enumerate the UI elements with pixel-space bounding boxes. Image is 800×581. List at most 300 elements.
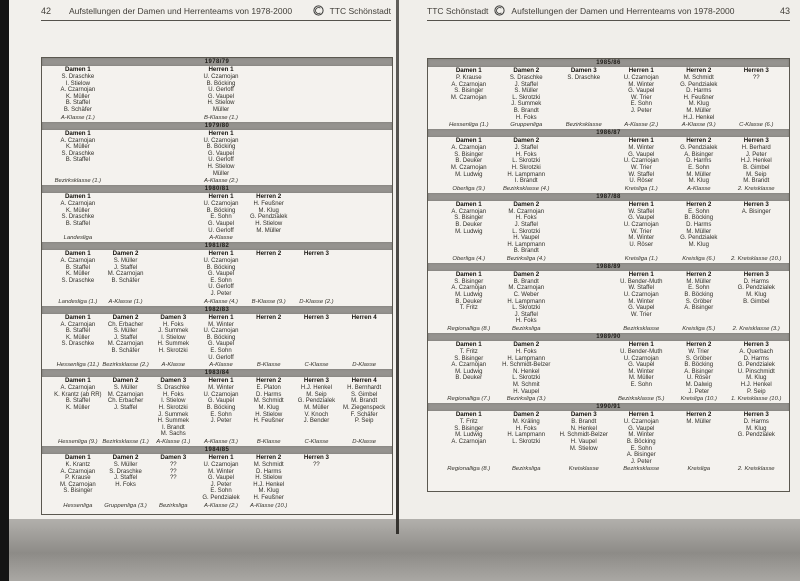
lineup-table-right: [427, 58, 790, 492]
league-label: A-Klasse (2.): [624, 122, 659, 129]
player-name: B. Brandt: [571, 419, 597, 426]
season-band: 1989/90: [428, 333, 789, 341]
player-name: Müller: [212, 170, 230, 177]
player-name: B. Deuker: [455, 375, 483, 382]
league-label: Hessenliga (1.): [448, 122, 489, 129]
team-column: [54, 130, 102, 186]
player-name: J. Bender: [303, 418, 330, 425]
player-name: B. Staffel: [65, 264, 90, 271]
team-header: Damen 3: [570, 67, 597, 74]
team-column: [245, 314, 293, 370]
player-name: A. Bisinger: [741, 208, 771, 215]
player-name: H. Lampmann: [507, 241, 546, 248]
player-name: B. Deuker: [455, 158, 483, 165]
season-section: [428, 67, 789, 129]
league-label: B-Klasse (1.): [203, 114, 239, 121]
team-column: [728, 137, 786, 193]
player-name: M. Müller: [256, 227, 282, 234]
team-column: [613, 67, 671, 129]
league-label: 2. Kreisklasse (3.): [732, 326, 780, 333]
player-name: U. Czarnojan: [203, 461, 239, 468]
player-name: M. Klug: [688, 178, 709, 185]
team-column: [498, 67, 556, 129]
player-name: P. Krause: [455, 75, 482, 81]
player-name: U. Gerloff: [208, 157, 234, 164]
club-name: TTC Schönstadt: [427, 5, 489, 16]
player-name: J. Peter: [688, 388, 710, 395]
team-header: Herren 3: [303, 377, 329, 385]
team-column: [670, 271, 728, 333]
league-label: Gruppenliga (3.): [104, 502, 147, 509]
player-name: S. Müller: [113, 385, 138, 392]
player-name: H. Stielow: [207, 100, 235, 107]
player-name: D. Harms: [686, 88, 712, 95]
player-name: F. Schäfer: [350, 411, 378, 418]
league-label: A-Klasse (1.): [108, 298, 143, 305]
player-name: D. Harms: [256, 468, 282, 475]
team-header: Damen 1: [64, 193, 91, 201]
player-name: E. Platon: [256, 385, 281, 392]
player-name: J. Summek: [511, 101, 542, 108]
lineup-table-left: [41, 57, 393, 515]
player-name: W. Staffel: [628, 171, 655, 178]
player-name: H. Stielow: [255, 220, 283, 227]
player-name: B. Böcking: [684, 292, 714, 299]
season-section: [42, 66, 392, 122]
team-column: [670, 411, 728, 473]
page-gutter: [396, 0, 399, 534]
player-name: M. Sachs: [160, 431, 186, 438]
player-name: G. Vaupel: [628, 425, 655, 432]
player-name: H. Lampmann: [507, 432, 546, 439]
season-band: 1983/84: [42, 369, 392, 377]
team-header: Herren 4: [351, 377, 377, 385]
player-name: S. Draschke: [61, 277, 95, 284]
team-column: [498, 137, 556, 193]
team-header: Damen 2: [112, 453, 139, 461]
player-name: G. Vaupel: [628, 305, 655, 312]
player-name: G. Vaupel: [207, 93, 235, 100]
player-name: E. Sohn: [210, 411, 232, 418]
player-name: M. Czarnojan: [508, 285, 545, 292]
team-column: [293, 314, 341, 370]
player-name: M. Seip: [306, 391, 327, 398]
player-name: S. Müller: [113, 461, 138, 468]
league-label: D-Klasse (2.): [299, 298, 334, 305]
player-name: M. Klug: [258, 488, 279, 495]
player-name: H.J. Henkel: [300, 385, 332, 392]
player-name: M. Ludwig: [455, 432, 483, 439]
team-header: Herren 1: [208, 313, 234, 321]
player-name: M. Winter: [628, 145, 655, 152]
player-name: M. Klug: [258, 405, 279, 411]
player-name: W. Trier: [630, 94, 652, 101]
team-header: Herren 1: [628, 341, 654, 349]
player-name: H. Schmidt-Belzer: [502, 362, 551, 369]
player-name: B. Böcking: [684, 215, 714, 222]
player-name: G. Vaupel: [207, 475, 235, 482]
player-name: G. Vaupel: [207, 341, 235, 348]
team-column: [498, 271, 556, 333]
league-label: Regionalliga (8.): [447, 466, 491, 473]
player-name: M. Klug: [258, 207, 279, 214]
player-name: A. Czarnojan: [60, 468, 96, 475]
player-name: N. Henkel: [570, 425, 597, 432]
team-header: Damen 1: [455, 270, 482, 278]
season-section: [42, 377, 392, 446]
team-header: Damen 2: [112, 250, 139, 258]
league-label: D-Klasse: [352, 362, 377, 369]
league-label: Kreisliga (6.): [682, 255, 716, 262]
season-band: 1987/88: [428, 193, 789, 201]
player-name: G. Vaupel: [628, 362, 655, 369]
player-name: A. Bisinger: [684, 151, 714, 158]
player-name: M. Müller: [686, 278, 712, 285]
player-name: U. Czarnojan: [203, 258, 239, 265]
player-name: H. Feußner: [253, 418, 284, 425]
team-header: Herren 2: [686, 270, 712, 278]
team-header: Herren 1: [628, 67, 654, 74]
league-label: Kreisliga (1.): [624, 255, 658, 262]
team-header: Herren 2: [256, 193, 282, 201]
player-name: U. Czarnojan: [203, 391, 239, 398]
player-name: H.J. Henkel: [683, 114, 715, 121]
team-column: [440, 201, 498, 263]
player-name: U. Czarnojan: [623, 419, 659, 426]
player-name: P. Seip: [746, 388, 766, 395]
player-name: A. Querbach: [739, 349, 774, 356]
player-name: G. Vaupel: [207, 271, 235, 278]
player-name: H. Foks: [515, 318, 537, 325]
player-name: H. Lampmann: [507, 355, 546, 362]
player-name: A. Czarnojan: [60, 201, 96, 208]
player-name: H.J. Henkel: [253, 481, 285, 488]
team-column: [102, 250, 150, 306]
player-name: H. Skrotzki: [158, 405, 188, 411]
player-name: H. Stielow: [255, 475, 283, 482]
player-name: S. Draschke: [61, 74, 95, 80]
player-name: H. Foks: [162, 321, 184, 328]
team-column: [555, 411, 613, 473]
league-label: Oberliga (4.): [452, 255, 486, 262]
team-header: Herren 2: [686, 67, 712, 74]
player-name: J. Staffel: [113, 334, 138, 341]
player-name: H. Lampmann: [507, 171, 546, 178]
player-name: D. Harms: [686, 221, 712, 228]
player-name: U. Gerloff: [208, 284, 234, 291]
player-name: B. Brandt: [513, 248, 539, 255]
player-name: M. Kräling: [512, 419, 540, 426]
player-name: Müller: [212, 106, 230, 113]
player-name: B. Böcking: [626, 438, 656, 445]
team-header: Herren 2: [256, 453, 282, 461]
player-name: B. Schäfer: [111, 348, 140, 355]
league-label: Regionalliga (8.): [447, 326, 491, 333]
league-label: Bezirksklasse (1.): [102, 438, 149, 445]
team-header: Herren 3: [743, 200, 769, 208]
player-name: T. Fritz: [459, 305, 478, 312]
player-name: H. Summek: [157, 418, 189, 425]
player-name: M. Müller: [686, 228, 712, 235]
team-header: Damen 1: [455, 341, 482, 349]
player-name: S. Bisinger: [454, 88, 484, 95]
team-column: [197, 314, 245, 370]
team-column: [245, 193, 293, 242]
player-name: D. Harms: [256, 391, 282, 398]
league-label: Hessenliga: [63, 502, 93, 509]
player-name: E. Sohn: [630, 101, 652, 108]
league-label: Bezirksliga: [159, 502, 188, 509]
player-name: E. Sohn: [630, 382, 652, 388]
team-column: [102, 314, 150, 370]
player-name: J. Staffel: [113, 264, 138, 271]
team-header: Herren 3: [743, 67, 769, 74]
page-right: [399, 0, 800, 519]
league-label: Bezirksklasse: [623, 326, 660, 333]
player-name: H. Vaupel: [570, 438, 597, 445]
player-name: B. Brandt: [513, 107, 539, 114]
player-name: H. Feußner: [683, 94, 714, 101]
league-label: A-Klasse (3.): [203, 438, 239, 445]
player-name: E. Sohn: [210, 277, 232, 284]
league-label: Kreisliga (1.): [624, 185, 658, 192]
player-name: M. Winter: [628, 298, 655, 305]
team-column: [293, 377, 341, 446]
team-header: Herren 3: [743, 341, 769, 349]
league-label: B-Klasse: [256, 362, 281, 369]
season-band: 1990/91: [428, 403, 789, 411]
team-column: [54, 377, 102, 446]
player-name: A. Czarnojan: [451, 81, 487, 88]
player-name: S. Draschke: [61, 150, 95, 157]
team-header: Damen 1: [64, 313, 91, 321]
player-name: J. Peter: [210, 291, 232, 298]
team-header: Herren 2: [256, 313, 282, 321]
player-name: J. Peter: [630, 107, 652, 114]
player-name: B. Schäfer: [111, 277, 140, 284]
league-label: A-Klasse: [209, 235, 233, 242]
league-label: A-Klasse (4.): [203, 298, 239, 305]
season-section: [42, 130, 392, 186]
league-label: C-Klasse (6.): [739, 122, 774, 129]
team-header: Damen 1: [64, 453, 91, 461]
player-name: M. Czarnojan: [107, 341, 144, 348]
player-name: J. Peter: [630, 458, 652, 465]
player-name: M. Winter: [628, 432, 655, 439]
player-name: H. Foks: [515, 114, 537, 121]
page-number: 43: [779, 5, 790, 16]
team-header: Herren 2: [256, 377, 282, 385]
league-label: Kreisliga: [687, 466, 711, 473]
player-name: H. Foks: [115, 481, 136, 488]
player-name: B. Böcking: [206, 144, 236, 151]
team-column: [197, 193, 245, 242]
player-name: U. Bender-Muth: [620, 278, 663, 285]
league-label: Oberliga (9.): [452, 185, 486, 192]
page-header-right: [427, 5, 790, 21]
player-name: A. Czarnojan: [60, 385, 96, 392]
player-name: M. Winter: [208, 468, 234, 475]
player-name: L. Skrotzki: [512, 438, 541, 445]
player-name: E. Sohn: [630, 445, 652, 452]
player-name: A. Bisinger: [684, 368, 714, 375]
player-name: S. Draschke: [156, 385, 190, 392]
league-label: A-Klasse (1.): [60, 114, 95, 121]
player-name: M. Schmidt: [253, 398, 284, 405]
player-name: A. Czarnojan: [451, 145, 487, 152]
player-name: J. Summek: [158, 411, 189, 418]
page-title: Aufstellungen der Damen und Herrenteams von 1978-2000: [69, 5, 293, 16]
player-name: U. Czarnojan: [203, 328, 239, 335]
player-name: B. Böcking: [206, 405, 236, 411]
player-name: I. Stielow: [65, 80, 91, 87]
player-name: B. Staffel: [65, 100, 90, 107]
player-name: I. Stielow: [161, 398, 186, 405]
player-name: H. Vaupel: [513, 235, 540, 242]
team-header: Damen 1: [64, 66, 91, 73]
player-name: B. Brandt: [513, 278, 539, 285]
player-name: M. Winter: [208, 385, 234, 392]
player-name: B. Staffel: [65, 157, 90, 164]
player-name: Ch. Erbacher: [107, 398, 144, 405]
player-name: A. Czarnojan: [60, 321, 96, 328]
season-section: [42, 454, 392, 510]
league-label: Bezirksliga (4.): [506, 255, 546, 262]
player-name: B. Gimbel: [743, 164, 770, 171]
team-column: [54, 66, 102, 122]
player-name: H. Skrotzki: [158, 348, 188, 355]
player-name: G. Vaupel: [628, 151, 655, 158]
player-name: J. Staffel: [514, 81, 538, 88]
player-name: W. Trier: [630, 164, 652, 171]
season-section: [42, 193, 392, 242]
team-header: Herren 3: [303, 453, 329, 461]
league-label: Gruppenliga: [510, 122, 543, 129]
team-header: Herren 2: [256, 250, 282, 258]
league-label: B-Klasse: [256, 438, 281, 445]
season-section: [42, 314, 392, 370]
player-name: S. Bisinger: [454, 425, 484, 432]
player-name: H. Stielow: [207, 163, 235, 170]
team-column: [54, 314, 102, 370]
season-band: 1984/85: [42, 446, 392, 454]
player-name: U. Czarnojan: [203, 201, 239, 208]
player-name: H. Feußner: [253, 201, 284, 208]
team-header: Herren 2: [686, 341, 712, 349]
player-name: D. Harms: [743, 278, 769, 285]
player-name: M. Czarnojan: [107, 391, 144, 398]
league-label: B-Klasse (9.): [251, 298, 286, 305]
team-column: [149, 314, 197, 370]
team-header: Damen 2: [513, 67, 540, 74]
player-name: M. Winter: [208, 321, 234, 328]
league-label: Landesliga (1.): [58, 298, 98, 305]
player-name: B. Böcking: [206, 334, 236, 341]
player-name: B. Staffel: [65, 328, 90, 335]
team-header: Herren 1: [208, 377, 234, 385]
player-name: S. Draschke: [567, 75, 601, 81]
league-label: Kreisliga (10.): [680, 396, 717, 403]
player-name: U. Czarnojan: [203, 74, 239, 80]
player-name: U. Czarnojan: [623, 292, 659, 299]
player-name: S. Gröber: [685, 355, 712, 362]
league-label: Landesliga: [63, 235, 93, 242]
team-header: Herren 1: [628, 411, 654, 419]
league-label: A-Klasse (1.): [156, 438, 191, 445]
player-name: V. Knoch: [304, 411, 329, 418]
player-name: M. Dalwig: [685, 382, 712, 388]
player-name: B. Böcking: [206, 80, 236, 87]
season-band: 1986/87: [428, 129, 789, 137]
team-column: [728, 67, 786, 129]
player-name: H. Stielow: [255, 411, 283, 418]
player-name: T. Fritz: [459, 349, 478, 356]
league-label: 2. Kreisklasse: [737, 466, 775, 473]
player-name: C. Weber: [513, 292, 539, 299]
league-label: Kreisklasse: [568, 466, 599, 473]
league-label: Bezirksliga: [512, 466, 541, 473]
team-header: Herren 1: [208, 193, 234, 201]
team-header: Damen 2: [513, 200, 540, 208]
player-name: H. Foks: [515, 425, 537, 432]
league-label: A-Klasse: [209, 362, 233, 369]
team-header: Herren 1: [628, 270, 654, 278]
league-label: Bezirksklasse (4.): [503, 185, 550, 192]
player-name: E. Sohn: [688, 208, 710, 215]
league-label: Bezirksklasse (2.): [102, 362, 149, 369]
player-name: P. Seip: [354, 418, 374, 425]
team-header: Damen 2: [513, 137, 540, 145]
team-column: [498, 341, 556, 403]
player-name: S. Bisinger: [454, 151, 484, 158]
player-name: M. Ziegenspeck: [342, 405, 386, 411]
player-name: G. Pendzialek: [297, 398, 336, 405]
player-name: B. Böcking: [206, 207, 236, 214]
league-label: A-Klasse (2.): [203, 502, 239, 509]
player-name: J. Peter: [210, 481, 232, 488]
player-name: K. Krantz: [65, 461, 91, 468]
club-logo-icon: [313, 5, 324, 16]
player-name: U. Röser: [629, 241, 654, 248]
player-name: M. Winter: [628, 81, 655, 88]
player-name: W. Staffel: [628, 208, 655, 215]
season-band: 1988/89: [428, 263, 789, 271]
team-header: Herren 1: [208, 453, 234, 461]
player-name: H. Foks: [515, 151, 537, 158]
player-name: G. Vaupel: [628, 88, 655, 95]
player-name: S. Bisinger: [63, 488, 93, 495]
team-header: Herren 1: [208, 129, 234, 137]
season-band: 1980/81: [42, 185, 392, 193]
player-name: ??: [169, 461, 177, 468]
player-name: U. Röser: [629, 178, 654, 185]
season-band: 1979/80: [42, 122, 392, 130]
season-section: [428, 411, 789, 473]
player-name: G. Pendzialek: [680, 145, 718, 152]
player-name: J. Staffel: [514, 311, 538, 318]
player-name: H. Foks: [515, 215, 537, 222]
team-header: Herren 3: [743, 270, 769, 278]
team-header: Damen 2: [513, 270, 540, 278]
team-header: Damen 3: [160, 313, 187, 321]
player-name: ??: [169, 468, 177, 475]
player-name: M. Winter: [628, 368, 655, 375]
player-name: N. Henkel: [513, 368, 540, 375]
team-header: Damen 3: [160, 377, 187, 385]
player-name: M. Schmidt: [683, 75, 714, 81]
team-column: [149, 454, 197, 510]
player-name: I. Stielow: [161, 334, 186, 341]
